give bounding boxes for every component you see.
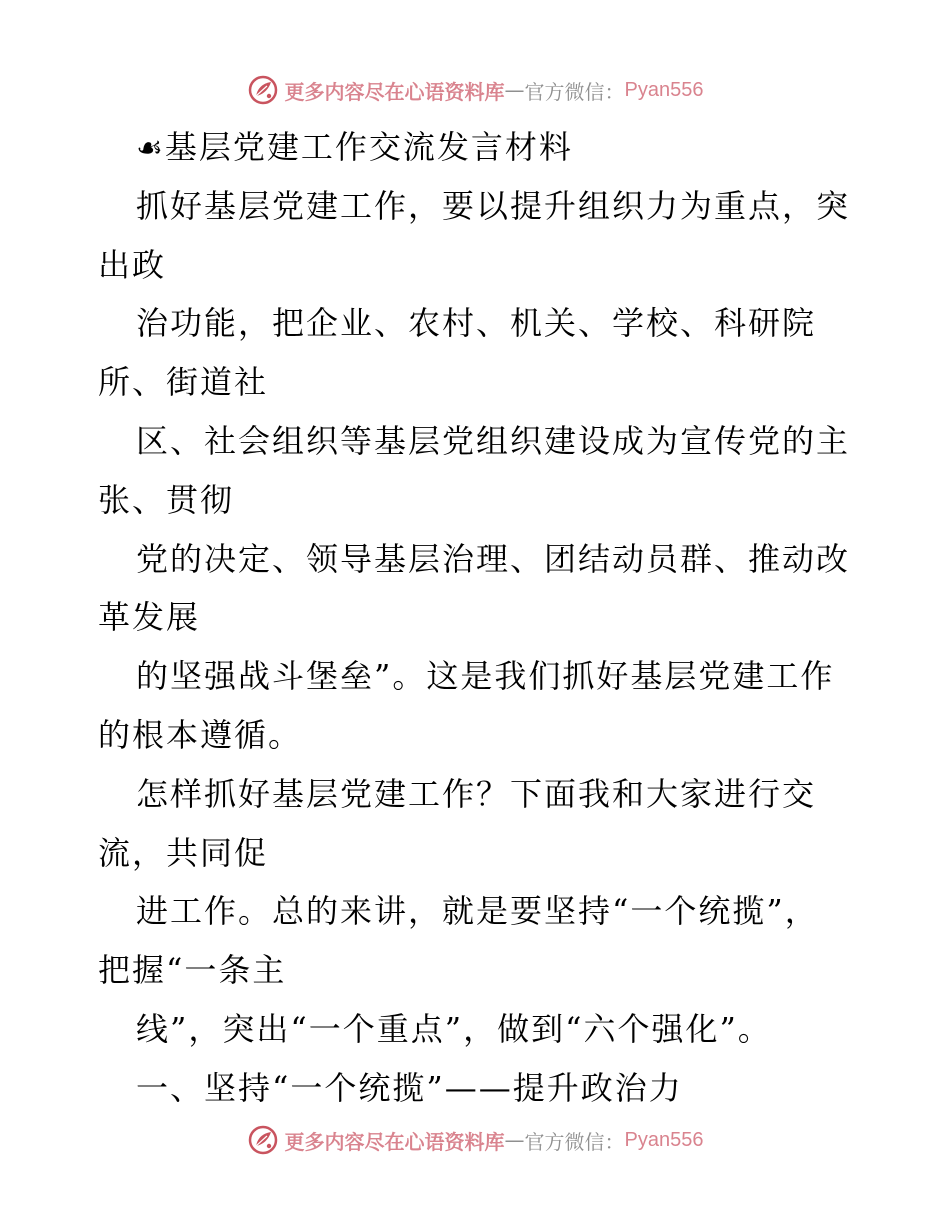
paragraph-line: 出政 bbox=[98, 245, 167, 284]
paragraph-line: 治功能，把企业、农村、机关、学校、科研院 bbox=[136, 304, 817, 343]
paragraph-line: 党的决定、领导基层治理、团结动员群、推动改 bbox=[136, 539, 851, 578]
paragraph-line: 进工作。总的来讲，就是要坚持“一个统揽”， bbox=[136, 892, 819, 931]
paragraph-line: 革发展 bbox=[98, 598, 201, 637]
paragraph-line: 抓好基层党建工作，要以提升组织力为重点，突 bbox=[136, 186, 851, 225]
banner-main-text: 更多内容尽在心语资料库 bbox=[284, 1129, 505, 1154]
paragraph-line: 张、贯彻 bbox=[98, 480, 235, 519]
banner-wechat-id: Pyan556 bbox=[624, 1128, 704, 1151]
paragraph-line: 怎样抓好基层党建工作？下面我和大家进行交 bbox=[136, 774, 817, 813]
banner-separator: — bbox=[504, 78, 525, 102]
paragraph-line: 把握“一条主 bbox=[98, 951, 287, 990]
paragraph-line: 流，共同促 bbox=[98, 833, 269, 872]
leaf-seal-icon bbox=[247, 1124, 279, 1156]
document-body bbox=[98, 118, 858, 1118]
document-title bbox=[98, 118, 858, 177]
banner-wechat-label: 官方微信： bbox=[524, 79, 625, 104]
paragraph-line: 区、社会组织等基层党组织建设成为宣传党的主 bbox=[136, 421, 851, 460]
fleuron-icon: ☙ bbox=[136, 131, 165, 166]
banner-wechat-label: 官方微信： bbox=[524, 1129, 625, 1154]
paragraph-line: 的根本遵循。 bbox=[98, 715, 303, 754]
paragraph-line: 所、街道社 bbox=[98, 363, 269, 402]
banner-main-text: 更多内容尽在心语资料库 bbox=[284, 79, 505, 104]
paragraph-line: 线”，突出“一个重点”，做到“六个强化”。 bbox=[136, 1009, 772, 1048]
document-title-text: 基层党建工作交流发言材料 bbox=[164, 128, 573, 166]
header-banner bbox=[0, 70, 950, 110]
section-heading: 一、坚持“一个统揽”——提升政治力 bbox=[136, 1068, 683, 1107]
leaf-seal-icon bbox=[247, 74, 279, 106]
banner-separator: — bbox=[504, 1128, 525, 1152]
paragraph-line: 的坚强战斗堡垒”。这是我们抓好基层党建工作 bbox=[136, 657, 835, 696]
banner-wechat-id: Pyan556 bbox=[624, 78, 704, 101]
footer-banner bbox=[0, 1120, 950, 1160]
